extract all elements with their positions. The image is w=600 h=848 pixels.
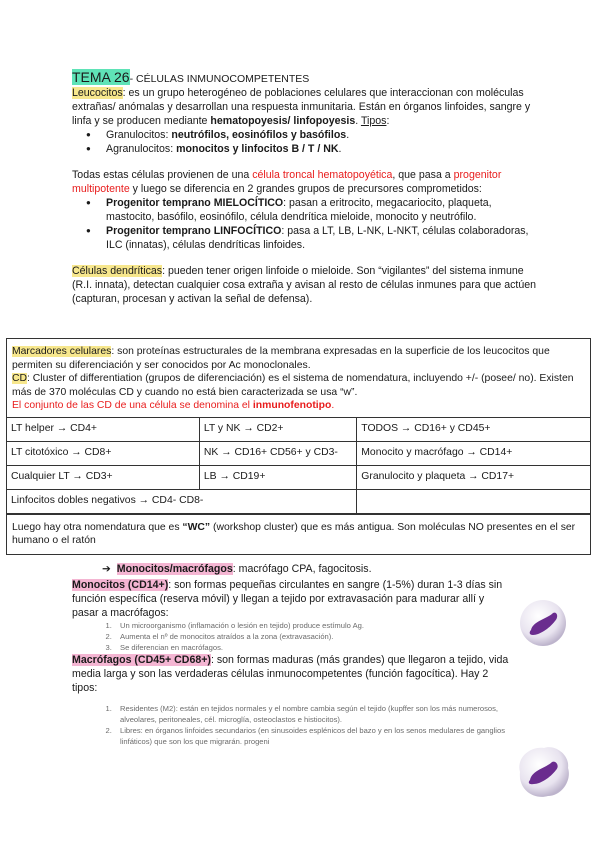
box-intro <box>7 339 590 418</box>
monocitos-section <box>72 562 512 747</box>
item-post: . <box>346 129 350 141</box>
list-item: 1. Un microorganismo (inflamación o lesión en tejido) produce estímulo Ag. <box>114 620 512 631</box>
dendriticas-term: Células dendríticas <box>72 265 163 277</box>
list-item <box>106 128 542 142</box>
table-row <box>7 465 590 489</box>
origen-text-2: , que pasa a <box>392 169 454 181</box>
list-item: 3. Se diferencian en macrófagos. <box>114 642 512 653</box>
macrophage-cell-icon <box>512 742 574 802</box>
macrofagos-text: : son formas maduras (más grandes) que llegaron a tejido, vida media larga y son las verdaderas células inmunocompetentes (función fagocítica). Hay 2 tipos: <box>72 654 509 694</box>
origen-list <box>72 196 542 252</box>
table-cell: LT helper → CD4+ <box>7 418 199 442</box>
foot-bold: “WC” <box>182 521 211 533</box>
leucocitos-list <box>72 128 542 156</box>
item-bold: Progenitor temprano LINFOCÍTICO <box>106 225 282 237</box>
tipos-colon: : <box>386 115 390 127</box>
macrofagos-term: Macrófagos (CD45+ CD68+) <box>72 654 211 666</box>
cd-table <box>7 418 590 514</box>
inmunofenotipo-end: . <box>331 400 335 411</box>
leucocitos-dot: . <box>355 115 361 127</box>
origen-red-2: progenitor multipotente <box>72 169 502 195</box>
table-cell: LT y NK → CD2+ <box>199 418 356 442</box>
tema-number: TEMA 26 <box>72 69 130 85</box>
monocitos-heading <box>72 562 512 576</box>
table-cell: LB → CD19+ <box>199 465 356 489</box>
monocitos-term: Monocitos (CD14+) <box>72 579 169 591</box>
table-cell: Monocito y macrófago → CD14+ <box>357 441 590 465</box>
item-bold: monocitos y linfocitos B / T / NK <box>176 143 339 155</box>
item-text: : pasa a LT, LB, L-NK, L-NKT, células colaboradoras, ILC (innatas), células dendríticas linfoides. <box>106 225 529 251</box>
list-item: 1. Residentes (M2): están en tejidos normales y el nombre cambia según el tejido (kupffer son los más numerosos, alveolares, peritoneales, cél. microglía, osteoclastos e histiocitos). <box>114 703 512 725</box>
item-pre: Agranulocitos: <box>106 143 177 155</box>
cd-box <box>6 338 591 555</box>
monocitos-paragraph <box>72 578 512 620</box>
origen-red-1: célula troncal hematopoyética <box>252 169 393 181</box>
tipos-label: Tipos <box>360 115 387 127</box>
marcadores-term: Marcadores celulares <box>12 346 112 357</box>
foot-text-pre: Luego hay otra nomendatura que es <box>12 521 183 533</box>
table-cell: Cualquier LT → CD3+ <box>7 465 199 489</box>
list-item <box>106 224 542 252</box>
monocyte-cell-icon <box>517 597 569 649</box>
item-bold: neutrófilos, eosinófilos y basófilos <box>171 129 347 141</box>
inmunofenotipo-text: El conjunto de las CD de una célula se denomina el <box>12 400 253 411</box>
leucocitos-text: : es un grupo heterogéneo de poblaciones celulares que interaccionan con moléculas extrañas/ anómalas y desarrollan una respuesta inmunitaria. Están en órganos linfoides, sangre y linfa y se producen mediante <box>72 87 531 127</box>
table-cell: LT citotóxico → CD8+ <box>7 441 199 465</box>
dendriticas-text: : pueden tener origen linfoide o mieloide. Son “vigilantes” del sistema inmune (R.I. innata), detectan cualquier cosa extraña y avisan al resto de células inmunes para que actúen (capturan, procesan y activan la señal de defensa). <box>72 265 537 305</box>
leucocitos-term: Leucocitos <box>72 87 123 99</box>
table-cell: Linfocitos dobles negativos → CD4- CD8- <box>7 489 357 513</box>
list-item: 2. Libres: en órganos linfoides secundarios (en sinusoides esplénicos del bazo y en los senos medulares de ganglios linfáticos) que son los que migrarán. progeni <box>114 725 512 747</box>
monocitos-head-post: : macrófago CPA, fagocitosis. <box>232 563 372 575</box>
notes-page <box>72 70 542 306</box>
origen-text-3: y luego se diferencia en 2 grandes grupos de precursores comprometidos: <box>129 183 482 195</box>
arrow-icon: ➔ <box>102 563 111 575</box>
tema-subtitle: - CÉLULAS INMUNOCOMPETENTES <box>129 73 310 85</box>
table-cell: Granulocito y plaqueta → CD17+ <box>357 465 590 489</box>
origen-paragraph <box>72 168 542 196</box>
origen-text-1: Todas estas células provienen de una <box>72 169 253 181</box>
table-row <box>7 441 590 465</box>
item-post: . <box>338 143 342 155</box>
macrofagos-paragraph <box>72 653 512 695</box>
dendriticas-paragraph <box>72 264 542 306</box>
foot-text-post: (workshop cluster) que es más antigua. Son moléculas NO presentes en el ser humano o el ratón <box>12 521 576 546</box>
item-bold: Progenitor temprano MIELOCÍTICO <box>106 197 284 209</box>
list-item <box>106 142 542 156</box>
table-row <box>7 418 590 442</box>
monocitos-steps <box>72 620 512 653</box>
box-footer <box>7 514 590 554</box>
macrofagos-types <box>72 703 512 747</box>
list-item <box>106 196 542 224</box>
table-cell: TODOS → CD16+ y CD45+ <box>357 418 590 442</box>
table-row <box>7 489 590 513</box>
inmunofenotipo-bold: inmunofenotipo <box>252 400 332 411</box>
table-cell-empty <box>357 489 590 513</box>
leucocitos-bold: hematopoyesis/ linfopoyesis <box>210 115 356 127</box>
monocitos-head: Monocitos/macrófagos <box>116 563 233 575</box>
cd-term: CD <box>12 373 28 384</box>
marcadores-text: : son proteínas estructurales de la membrana expresadas en la superficie de los leucocitos que permiten su diferenciación y ser conocidos por Ac monoclonales. <box>12 346 550 371</box>
leucocitos-paragraph <box>72 86 542 128</box>
monocitos-text: : son formas pequeñas circulantes en sangre (1-5%) duran 1-3 días sin función específica (reserva móvil) y llegan a tejido por extravasación para madurar allí y pasar a macrófagos: <box>72 579 503 619</box>
cd-text: : Cluster of differentiation (grupos de diferenciación) es el sistema de nomendatura, incluyendo +/- (posee/ no). Existen más de 370 moléculas CD y cuando no está bien caracterizada se usa “w”. <box>12 373 574 398</box>
item-pre: Granulocitos: <box>106 129 172 141</box>
list-item: 2. Aumenta el nº de monocitos atraídos a la zona (extravasación). <box>114 631 512 642</box>
item-text: : pasan a eritrocito, megacariocito, plaqueta, mastocito, basófilo, eosinófilo, célula dendrítica mieloide, monocito y neutrófilo. <box>106 197 492 223</box>
table-cell: NK → CD16+ CD56+ y CD3- <box>199 441 356 465</box>
title <box>72 70 542 86</box>
